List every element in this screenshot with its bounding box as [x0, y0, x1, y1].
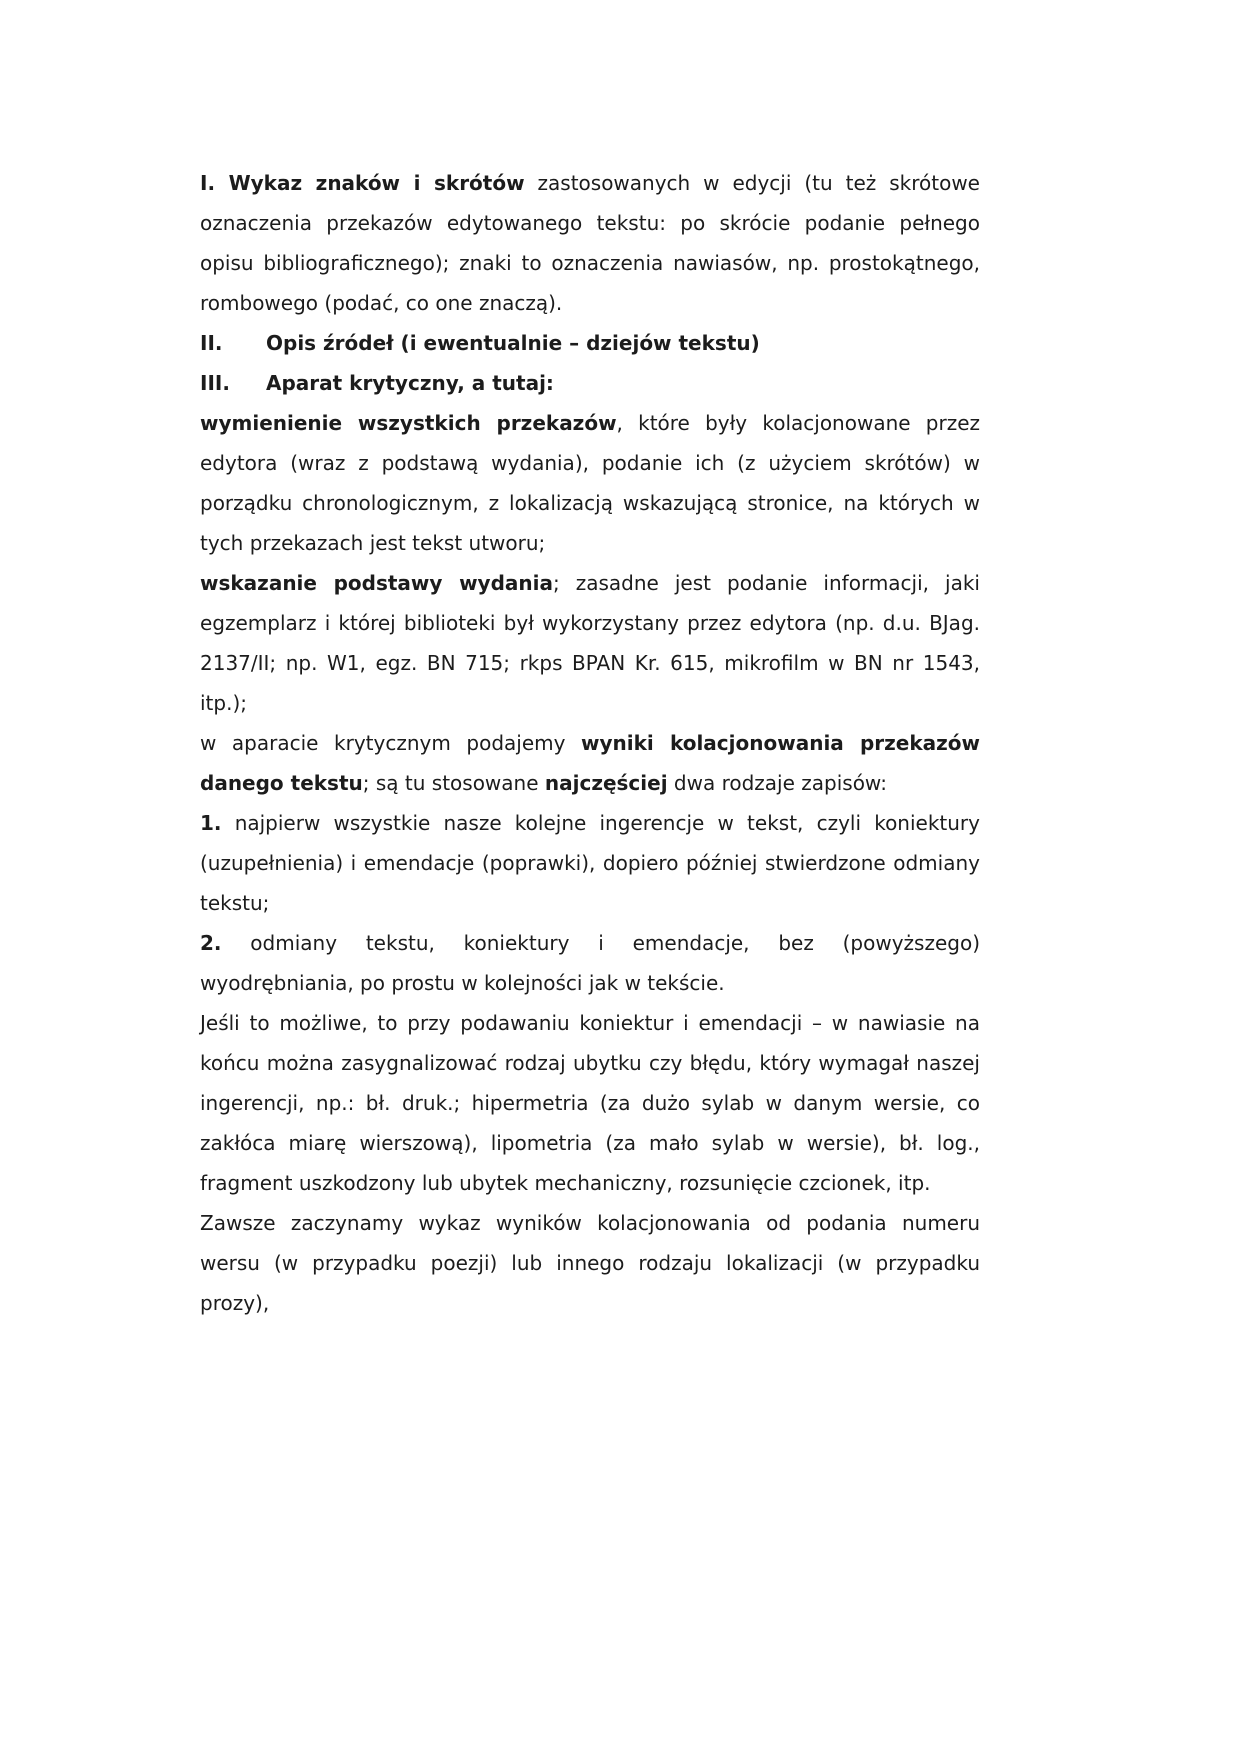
- list-item-1: [200, 803, 980, 923]
- bold-text-run: najczęściej: [544, 771, 668, 795]
- text-run: Jeśli to możliwe, to przy podawaniu koniektur i emendacji – w nawiasie na końcu można zasygnalizować rodzaj ubytku czy błędu, który wymagał naszej ingerencji, np.: bł. druk.; hipermetria (za dużo sylab w danym wersie, co zakłóca miarę wierszową), lipometria (za mało sylab w wersie), bł. log., fragment uszkodzony lub ubytek mechaniczny, rozsunięcie czcionek, itp.: [200, 1011, 980, 1195]
- item-III-heading: [200, 363, 980, 403]
- list-item-2: [200, 923, 980, 1003]
- paragraph-aparat: [200, 723, 980, 803]
- item-II-heading: [200, 323, 980, 363]
- bold-text-run: wskazanie podstawy wydania: [200, 571, 553, 595]
- text-run: dwa rodzaje zapisów:: [667, 771, 887, 795]
- bold-text-run: wymienienie wszystkich przekazów: [200, 411, 617, 435]
- bold-text-run: wyniki kolacjonowania przekazów danego tekstu: [200, 731, 980, 795]
- text-run: odmiany tekstu, koniektury i emendacje, bez (powyższego) wyodrębniania, po prostu w kolejności jak w tekście.: [200, 931, 980, 995]
- paragraph-zawsze: [200, 1203, 980, 1323]
- paragraph-jesli: [200, 1003, 980, 1203]
- text-run: zastosowanych w edycji (tu też skrótowe oznaczenia przekazów edytowanego tekstu: po skrócie podanie pełnego opisu bibliograficznego); znaki to oznaczenia nawiasów, np. prostokątnego, rombowego (podać, co one znaczą).: [200, 171, 980, 315]
- text-run: najpierw wszystkie nasze kolejne ingerencje w tekst, czyli koniektury (uzupełnienia) i emendacje (poprawki), dopiero później stwierdzone odmiany tekstu;: [200, 811, 980, 915]
- bold-text-run: 2.: [200, 931, 222, 955]
- bold-text-run: III.: [200, 371, 230, 395]
- bold-text-run: I. Wykaz znaków i skrótów: [200, 171, 525, 195]
- text-run: ; zasadne jest podanie informacji, jaki egzemplarz i której biblioteki był wykorzystany przez edytora (np. d.u. BJag. 2137/II; np. W1, egz. BN 715; rkps BPAN Kr. 615, mikrofilm w BN nr 1543, itp.);: [200, 571, 980, 715]
- bold-text-run: Opis źródeł (i ewentualnie – dziejów tekstu): [266, 331, 760, 355]
- paragraph-wskazanie: [200, 563, 980, 723]
- text-run: w aparacie krytycznym podajemy: [200, 731, 582, 755]
- document-body: [200, 163, 980, 1323]
- bold-text-run: 1.: [200, 811, 222, 835]
- text-run: , które były kolacjonowane przez edytora (wraz z podstawą wydania), podanie ich (z użyciem skrótów) w porządku chronologicznym, z lokalizacją wskazującą stronice, na których w tych przekazach jest tekst utworu;: [200, 411, 980, 555]
- text-run: Zawsze zaczynamy wykaz wyników kolacjonowania od podania numeru wersu (w przypadku poezji) lub innego rodzaju lokalizacji (w przypadku prozy),: [200, 1211, 980, 1315]
- paragraph-wymienienie: [200, 403, 980, 563]
- bold-text-run: II.: [200, 331, 223, 355]
- bold-text-run: Aparat krytyczny, a tutaj:: [266, 371, 554, 395]
- text-run: ; są tu stosowane: [362, 771, 545, 795]
- item-I-paragraph: [200, 163, 980, 323]
